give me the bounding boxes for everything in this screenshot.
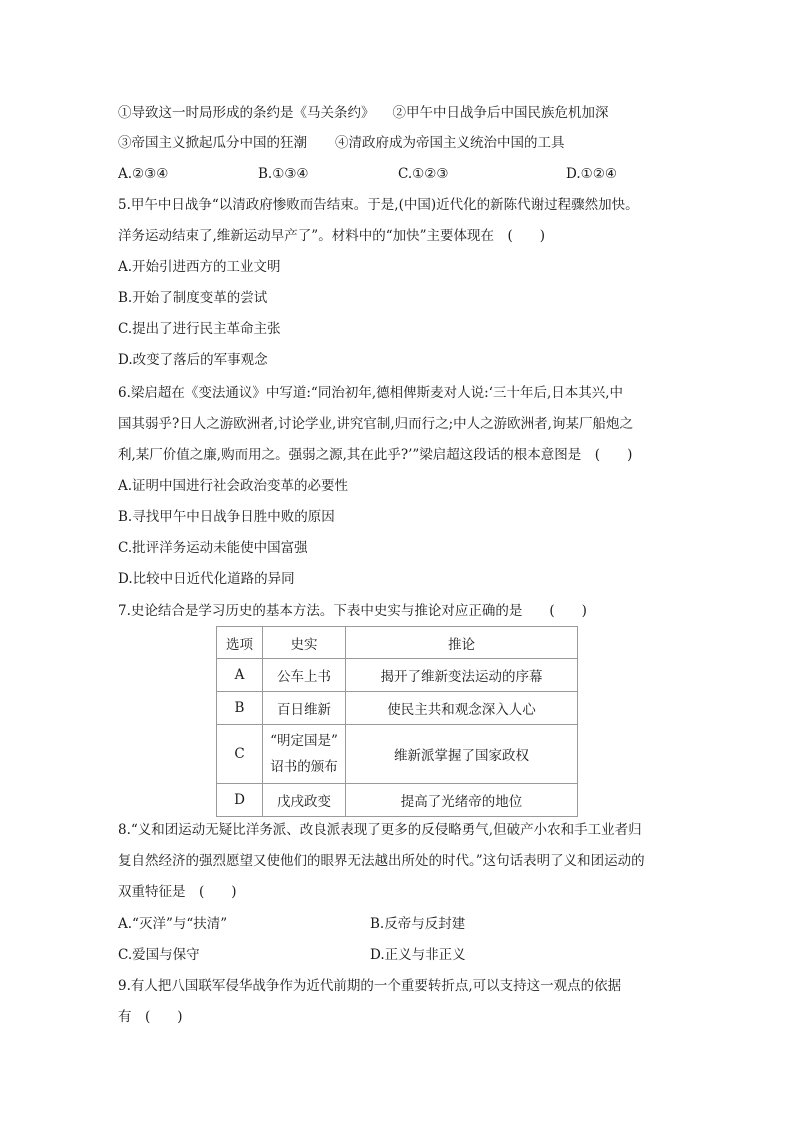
q4-statement-3: ③帝国主义掀起瓜分中国的狂潮 bbox=[118, 135, 307, 151]
q4-option-c[interactable]: C.①②③ bbox=[398, 166, 449, 182]
q4-option-a[interactable]: A.②③④ bbox=[118, 166, 169, 182]
row-fact: 戊戌政变 bbox=[263, 784, 346, 817]
q4-statement-1: ①导致这一时局形成的条约是《马关条约》 bbox=[118, 105, 375, 121]
q8-option-a[interactable]: A.“灭洋”与“扶清” bbox=[118, 916, 228, 932]
header-inference: 推论 bbox=[346, 627, 578, 659]
row-fact-line-2: 诏书的颁布 bbox=[270, 759, 338, 775]
q5-stem-line-1: 5.甲午中日战争“以清政府惨败而告结束。于是,(中国)近代化的新陈代谢过程骤然加快。 bbox=[118, 197, 639, 213]
q6-option-c[interactable]: C.批评洋务运动未能使中国富强 bbox=[118, 540, 308, 556]
q8-option-b[interactable]: B.反帝与反封建 bbox=[370, 916, 466, 932]
q9-stem-line-2: 有 ( ) bbox=[118, 1009, 183, 1025]
header-fact: 史实 bbox=[263, 627, 346, 659]
q6-stem-line-2: 国其弱乎?日人之游欧洲者,讨论学业,讲究官制,归而行之;中人之游欧洲者,询某厂船炮之 bbox=[118, 416, 633, 432]
row-fact-line-1: “明定国是” bbox=[270, 733, 338, 749]
q6-stem-line-3: 利,某厂价值之廉,购而用之。强弱之源,其在此乎?’”梁启超这段话的根本意图是 ( ) bbox=[118, 447, 633, 463]
row-fact: 百日维新 bbox=[263, 692, 346, 725]
q7-stem: 7.史论结合是学习历史的基本方法。下表中史实与推论对应正确的是 ( ) bbox=[118, 603, 587, 619]
q5-option-c[interactable]: C.提出了进行民主革命主张 bbox=[118, 321, 281, 337]
q6-option-b[interactable]: B.寻找甲午中日战争日胜中败的原因 bbox=[118, 509, 335, 525]
table-row bbox=[217, 725, 578, 784]
row-inference: 提高了光绪帝的地位 bbox=[346, 784, 578, 817]
q4-option-b[interactable]: B.①③④ bbox=[258, 166, 309, 182]
q5-option-b[interactable]: B.开始了制度变革的尝试 bbox=[118, 290, 268, 306]
row-fact bbox=[263, 725, 346, 784]
q7-table bbox=[216, 626, 578, 817]
table-header-row bbox=[217, 627, 578, 659]
row-inference: 维新派掌握了国家政权 bbox=[346, 725, 578, 784]
row-option: B bbox=[217, 692, 263, 725]
q5-stem-line-2: 洋务运动结束了,维新运动早产了”。材料中的“加快”主要体现在 ( ) bbox=[118, 228, 546, 244]
q8-stem-line-2: 复自然经济的强烈愿望又使他们的眼界无法越出所处的时代。”这句话表明了义和团运动的 bbox=[118, 853, 645, 869]
row-option: A bbox=[217, 659, 263, 692]
q8-option-c[interactable]: C.爱国与保守 bbox=[118, 947, 200, 963]
row-inference: 使民主共和观念深入人心 bbox=[346, 692, 578, 725]
q8-stem-line-1: 8.“义和团运动无疑比洋务派、改良派表现了更多的反侵略勇气,但破产小农和手工业者归 bbox=[118, 822, 642, 838]
q5-option-a[interactable]: A.开始引进西方的工业文明 bbox=[118, 259, 281, 275]
q4-statement-line-1 bbox=[118, 104, 609, 122]
row-inference: 揭开了维新变法运动的序幕 bbox=[346, 659, 578, 692]
row-option: C bbox=[217, 725, 263, 784]
table-row bbox=[217, 784, 578, 817]
header-option: 选项 bbox=[217, 627, 263, 659]
q6-option-a[interactable]: A.证明中国进行社会政治变革的必要性 bbox=[118, 478, 349, 494]
q4-option-d[interactable]: D.①②④ bbox=[566, 166, 617, 182]
q6-option-d[interactable]: D.比较中日近代化道路的异同 bbox=[118, 571, 295, 587]
row-fact: 公车上书 bbox=[263, 659, 346, 692]
row-option: D bbox=[217, 784, 263, 817]
q8-stem-line-3: 双重特征是 ( ) bbox=[118, 884, 237, 900]
q4-statement-4: ④清政府成为帝国主义统治中国的工具 bbox=[335, 135, 565, 151]
q5-option-d[interactable]: D.改变了落后的军事观念 bbox=[118, 352, 268, 368]
q9-stem-line-1: 9.有人把八国联军侵华战争作为近代前期的一个重要转折点,可以支持这一观点的依据 bbox=[118, 978, 622, 994]
table-row bbox=[217, 692, 578, 725]
table-row bbox=[217, 659, 578, 692]
q4-statement-2: ②甲午中日战争后中国民族危机加深 bbox=[392, 105, 609, 121]
q8-option-d[interactable]: D.正义与非正义 bbox=[370, 947, 466, 963]
q4-statement-line-2 bbox=[118, 134, 565, 152]
q6-stem-line-1: 6.梁启超在《变法通议》中写道:“同治初年,德相俾斯麦对人说:‘三十年后,日本其兴,中 bbox=[118, 385, 624, 401]
